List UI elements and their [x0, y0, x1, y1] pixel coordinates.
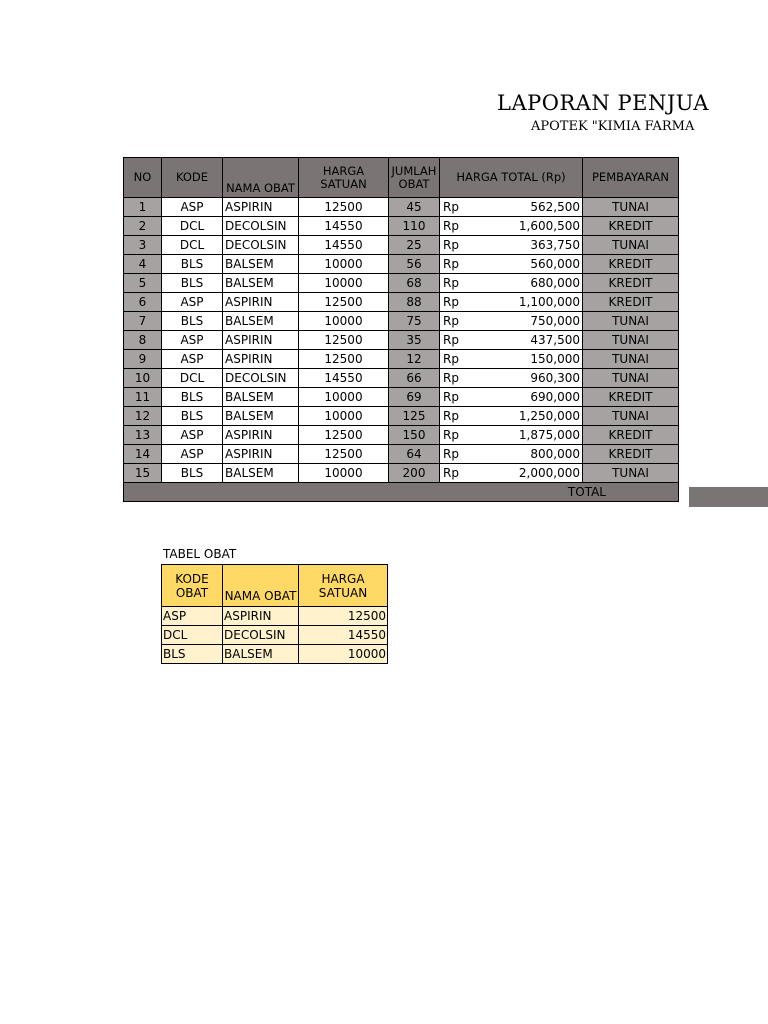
cell-harga-total — [440, 464, 583, 483]
cell-pembayaran: KREDIT — [583, 445, 679, 464]
cell-harga-total — [440, 293, 583, 312]
currency-label: Rp — [443, 352, 459, 366]
currency-label: Rp — [443, 409, 459, 423]
header-harga-total: HARGA TOTAL (Rp) — [440, 158, 583, 198]
harga-total-value: 437,500 — [530, 333, 580, 347]
header-harga-satuan — [299, 158, 389, 198]
harga-total-wrap — [443, 464, 580, 482]
cell-pembayaran: TUNAI — [583, 369, 679, 388]
cell-no: 7 — [124, 312, 162, 331]
cell-pembayaran: KREDIT — [583, 426, 679, 445]
cell-harga-total — [440, 312, 583, 331]
cell-pembayaran: KREDIT — [583, 217, 679, 236]
table-row — [162, 645, 388, 664]
cell-harga-satuan: 10000 — [299, 407, 389, 426]
harga-total-value: 1,250,000 — [518, 409, 580, 423]
obat-cell-harga: 14550 — [299, 626, 388, 645]
table-row — [124, 312, 679, 331]
header-no: NO — [124, 158, 162, 198]
cell-harga-total — [440, 445, 583, 464]
cell-jumlah-obat: 45 — [389, 198, 440, 217]
harga-total-wrap — [443, 274, 580, 292]
header-kode: KODE — [162, 158, 223, 198]
cell-harga-satuan: 10000 — [299, 312, 389, 331]
table-row — [124, 445, 679, 464]
table-row — [124, 426, 679, 445]
harga-total-value: 2,000,000 — [518, 466, 580, 480]
obat-cell-nama: DECOLSIN — [223, 626, 299, 645]
currency-label: Rp — [443, 314, 459, 328]
currency-label: Rp — [443, 238, 459, 252]
harga-total-value: 750,000 — [530, 314, 580, 328]
obat-header-nama: NAMA OBAT — [223, 565, 299, 607]
header-pembayaran: PEMBAYARAN — [583, 158, 679, 198]
obat-cell-kode: BLS — [162, 645, 223, 664]
obat-header-kode-line1: KODE — [175, 571, 209, 586]
obat-cell-nama: ASPIRIN — [223, 607, 299, 626]
sales-table — [123, 157, 679, 502]
cell-harga-satuan: 12500 — [299, 426, 389, 445]
cell-pembayaran: TUNAI — [583, 236, 679, 255]
obat-header-harga-line2: SATUAN — [318, 585, 368, 600]
table-row — [124, 331, 679, 350]
cell-harga-satuan: 10000 — [299, 388, 389, 407]
cell-no: 3 — [124, 236, 162, 255]
table-row — [162, 626, 388, 645]
harga-total-wrap — [443, 445, 580, 463]
header-harga-satuan-line2: SATUAN — [320, 176, 367, 191]
cell-pembayaran: TUNAI — [583, 407, 679, 426]
cell-kode: BLS — [162, 407, 223, 426]
harga-total-wrap — [443, 198, 580, 216]
cell-jumlah-obat: 110 — [389, 217, 440, 236]
cell-jumlah-obat: 88 — [389, 293, 440, 312]
cell-harga-total — [440, 198, 583, 217]
cell-nama-obat: BALSEM — [223, 464, 299, 483]
cell-kode: BLS — [162, 255, 223, 274]
cell-harga-total — [440, 274, 583, 293]
cell-harga-total — [440, 217, 583, 236]
harga-total-wrap — [443, 293, 580, 311]
cell-no: 1 — [124, 198, 162, 217]
harga-total-wrap — [443, 388, 580, 406]
cell-kode: DCL — [162, 369, 223, 388]
cell-nama-obat: BALSEM — [223, 407, 299, 426]
cell-jumlah-obat: 125 — [389, 407, 440, 426]
sales-table-header-row — [124, 158, 679, 198]
cell-harga-total — [440, 426, 583, 445]
cell-no: 2 — [124, 217, 162, 236]
cell-no: 11 — [124, 388, 162, 407]
cell-no: 10 — [124, 369, 162, 388]
cell-nama-obat: BALSEM — [223, 255, 299, 274]
cell-nama-obat: DECOLSIN — [223, 236, 299, 255]
harga-total-wrap — [443, 331, 580, 349]
harga-total-value: 562,500 — [530, 200, 580, 214]
cell-harga-total — [440, 350, 583, 369]
header-harga-satuan-line1: HARGA — [322, 163, 365, 178]
cell-nama-obat: BALSEM — [223, 274, 299, 293]
cell-nama-obat: DECOLSIN — [223, 369, 299, 388]
cell-pembayaran: TUNAI — [583, 312, 679, 331]
cell-pembayaran: TUNAI — [583, 331, 679, 350]
cell-nama-obat: BALSEM — [223, 388, 299, 407]
cell-no: 6 — [124, 293, 162, 312]
harga-total-value: 690,000 — [530, 390, 580, 404]
cell-no: 4 — [124, 255, 162, 274]
cell-nama-obat: ASPIRIN — [223, 331, 299, 350]
obat-header-kode — [162, 565, 223, 607]
cell-kode: BLS — [162, 388, 223, 407]
cell-jumlah-obat: 200 — [389, 464, 440, 483]
cell-no: 13 — [124, 426, 162, 445]
header-jumlah-obat-line1: JUMLAH — [391, 163, 437, 178]
cell-no: 5 — [124, 274, 162, 293]
table-row — [124, 293, 679, 312]
harga-total-value: 800,000 — [530, 447, 580, 461]
header-jumlah-obat — [389, 158, 440, 198]
table-row — [124, 464, 679, 483]
table-row — [124, 198, 679, 217]
cell-harga-satuan: 14550 — [299, 217, 389, 236]
cell-harga-total — [440, 388, 583, 407]
cell-jumlah-obat: 35 — [389, 331, 440, 350]
cell-kode: ASP — [162, 293, 223, 312]
cell-nama-obat: ASPIRIN — [223, 350, 299, 369]
cell-harga-total — [440, 331, 583, 350]
harga-total-value: 1,100,000 — [518, 295, 580, 309]
report-title: LAPORAN PENJUA — [497, 91, 709, 115]
cell-harga-total — [440, 236, 583, 255]
cell-no: 14 — [124, 445, 162, 464]
cell-jumlah-obat: 12 — [389, 350, 440, 369]
currency-label: Rp — [443, 333, 459, 347]
cell-harga-satuan: 14550 — [299, 236, 389, 255]
obat-table-body — [162, 607, 388, 664]
currency-label: Rp — [443, 295, 459, 309]
cell-kode: DCL — [162, 217, 223, 236]
cell-jumlah-obat: 150 — [389, 426, 440, 445]
total-row — [124, 483, 679, 502]
harga-total-value: 363,750 — [530, 238, 580, 252]
cell-no: 9 — [124, 350, 162, 369]
harga-total-wrap — [443, 407, 580, 425]
cell-kode: ASP — [162, 331, 223, 350]
cell-kode: ASP — [162, 445, 223, 464]
obat-header-harga — [299, 565, 388, 607]
cell-pembayaran: TUNAI — [583, 198, 679, 217]
currency-label: Rp — [443, 257, 459, 271]
cell-nama-obat: BALSEM — [223, 312, 299, 331]
cell-no: 12 — [124, 407, 162, 426]
cell-kode: BLS — [162, 464, 223, 483]
cell-kode: DCL — [162, 236, 223, 255]
obat-cell-harga: 10000 — [299, 645, 388, 664]
cell-pembayaran: KREDIT — [583, 274, 679, 293]
obat-cell-kode: DCL — [162, 626, 223, 645]
harga-total-wrap — [443, 312, 580, 330]
table-row — [124, 350, 679, 369]
sales-table-body — [124, 198, 679, 483]
cell-jumlah-obat: 64 — [389, 445, 440, 464]
currency-label: Rp — [443, 219, 459, 233]
cell-pembayaran: TUNAI — [583, 464, 679, 483]
cell-no: 15 — [124, 464, 162, 483]
cell-kode: ASP — [162, 350, 223, 369]
cell-harga-satuan: 10000 — [299, 274, 389, 293]
harga-total-wrap — [443, 350, 580, 368]
table-row — [124, 274, 679, 293]
harga-total-value: 560,000 — [530, 257, 580, 271]
cell-pembayaran: KREDIT — [583, 388, 679, 407]
cell-jumlah-obat: 66 — [389, 369, 440, 388]
obat-cell-kode: ASP — [162, 607, 223, 626]
obat-table-header-row — [162, 565, 388, 607]
cell-jumlah-obat: 56 — [389, 255, 440, 274]
cell-pembayaran: KREDIT — [583, 293, 679, 312]
harga-total-wrap — [443, 426, 580, 444]
cell-pembayaran: KREDIT — [583, 255, 679, 274]
table-row — [124, 217, 679, 236]
cell-harga-total — [440, 407, 583, 426]
currency-label: Rp — [443, 371, 459, 385]
obat-cell-harga: 12500 — [299, 607, 388, 626]
obat-table — [161, 564, 388, 664]
table-row — [124, 407, 679, 426]
harga-total-wrap — [443, 369, 580, 387]
harga-total-value: 1,875,000 — [518, 428, 580, 442]
table-row — [124, 369, 679, 388]
currency-label: Rp — [443, 276, 459, 290]
table-row — [162, 607, 388, 626]
table-row — [124, 236, 679, 255]
cell-nama-obat: ASPIRIN — [223, 198, 299, 217]
cell-pembayaran: TUNAI — [583, 350, 679, 369]
cell-kode: BLS — [162, 312, 223, 331]
currency-label: Rp — [443, 428, 459, 442]
currency-label: Rp — [443, 390, 459, 404]
cell-jumlah-obat: 68 — [389, 274, 440, 293]
cell-harga-satuan: 12500 — [299, 198, 389, 217]
cell-kode: BLS — [162, 274, 223, 293]
harga-total-wrap — [443, 217, 580, 235]
harga-total-wrap — [443, 236, 580, 254]
header-jumlah-obat-line2: OBAT — [398, 176, 430, 191]
report-subtitle: APOTEK "KIMIA FARMA — [531, 119, 695, 134]
cell-harga-satuan: 12500 — [299, 445, 389, 464]
cell-nama-obat: ASPIRIN — [223, 426, 299, 445]
cell-jumlah-obat: 69 — [389, 388, 440, 407]
cell-harga-total — [440, 255, 583, 274]
currency-label: Rp — [443, 466, 459, 480]
cell-harga-satuan: 14550 — [299, 369, 389, 388]
cell-harga-satuan: 12500 — [299, 293, 389, 312]
cell-nama-obat: DECOLSIN — [223, 217, 299, 236]
table-row — [124, 255, 679, 274]
cell-kode: ASP — [162, 426, 223, 445]
table-row — [124, 388, 679, 407]
total-label: TOTAL — [124, 483, 679, 502]
harga-total-value: 960,300 — [530, 371, 580, 385]
cell-harga-total — [440, 369, 583, 388]
cell-nama-obat: ASPIRIN — [223, 445, 299, 464]
currency-label: Rp — [443, 200, 459, 214]
cell-nama-obat: ASPIRIN — [223, 293, 299, 312]
currency-label: Rp — [443, 447, 459, 461]
harga-total-value: 150,000 — [530, 352, 580, 366]
harga-total-wrap — [443, 255, 580, 273]
harga-total-value: 680,000 — [530, 276, 580, 290]
cell-no: 8 — [124, 331, 162, 350]
cell-harga-satuan: 12500 — [299, 350, 389, 369]
cell-jumlah-obat: 25 — [389, 236, 440, 255]
cell-harga-satuan: 10000 — [299, 255, 389, 274]
obat-table-label: TABEL OBAT — [163, 547, 237, 561]
cell-kode: ASP — [162, 198, 223, 217]
obat-header-harga-line1: HARGA — [321, 571, 365, 586]
total-row-extension — [689, 487, 768, 507]
cell-harga-satuan: 12500 — [299, 331, 389, 350]
cell-jumlah-obat: 75 — [389, 312, 440, 331]
obat-header-kode-line2: OBAT — [175, 585, 209, 600]
cell-harga-satuan: 10000 — [299, 464, 389, 483]
harga-total-value: 1,600,500 — [518, 219, 580, 233]
header-nama-obat: NAMA OBAT — [223, 158, 299, 198]
obat-cell-nama: BALSEM — [223, 645, 299, 664]
